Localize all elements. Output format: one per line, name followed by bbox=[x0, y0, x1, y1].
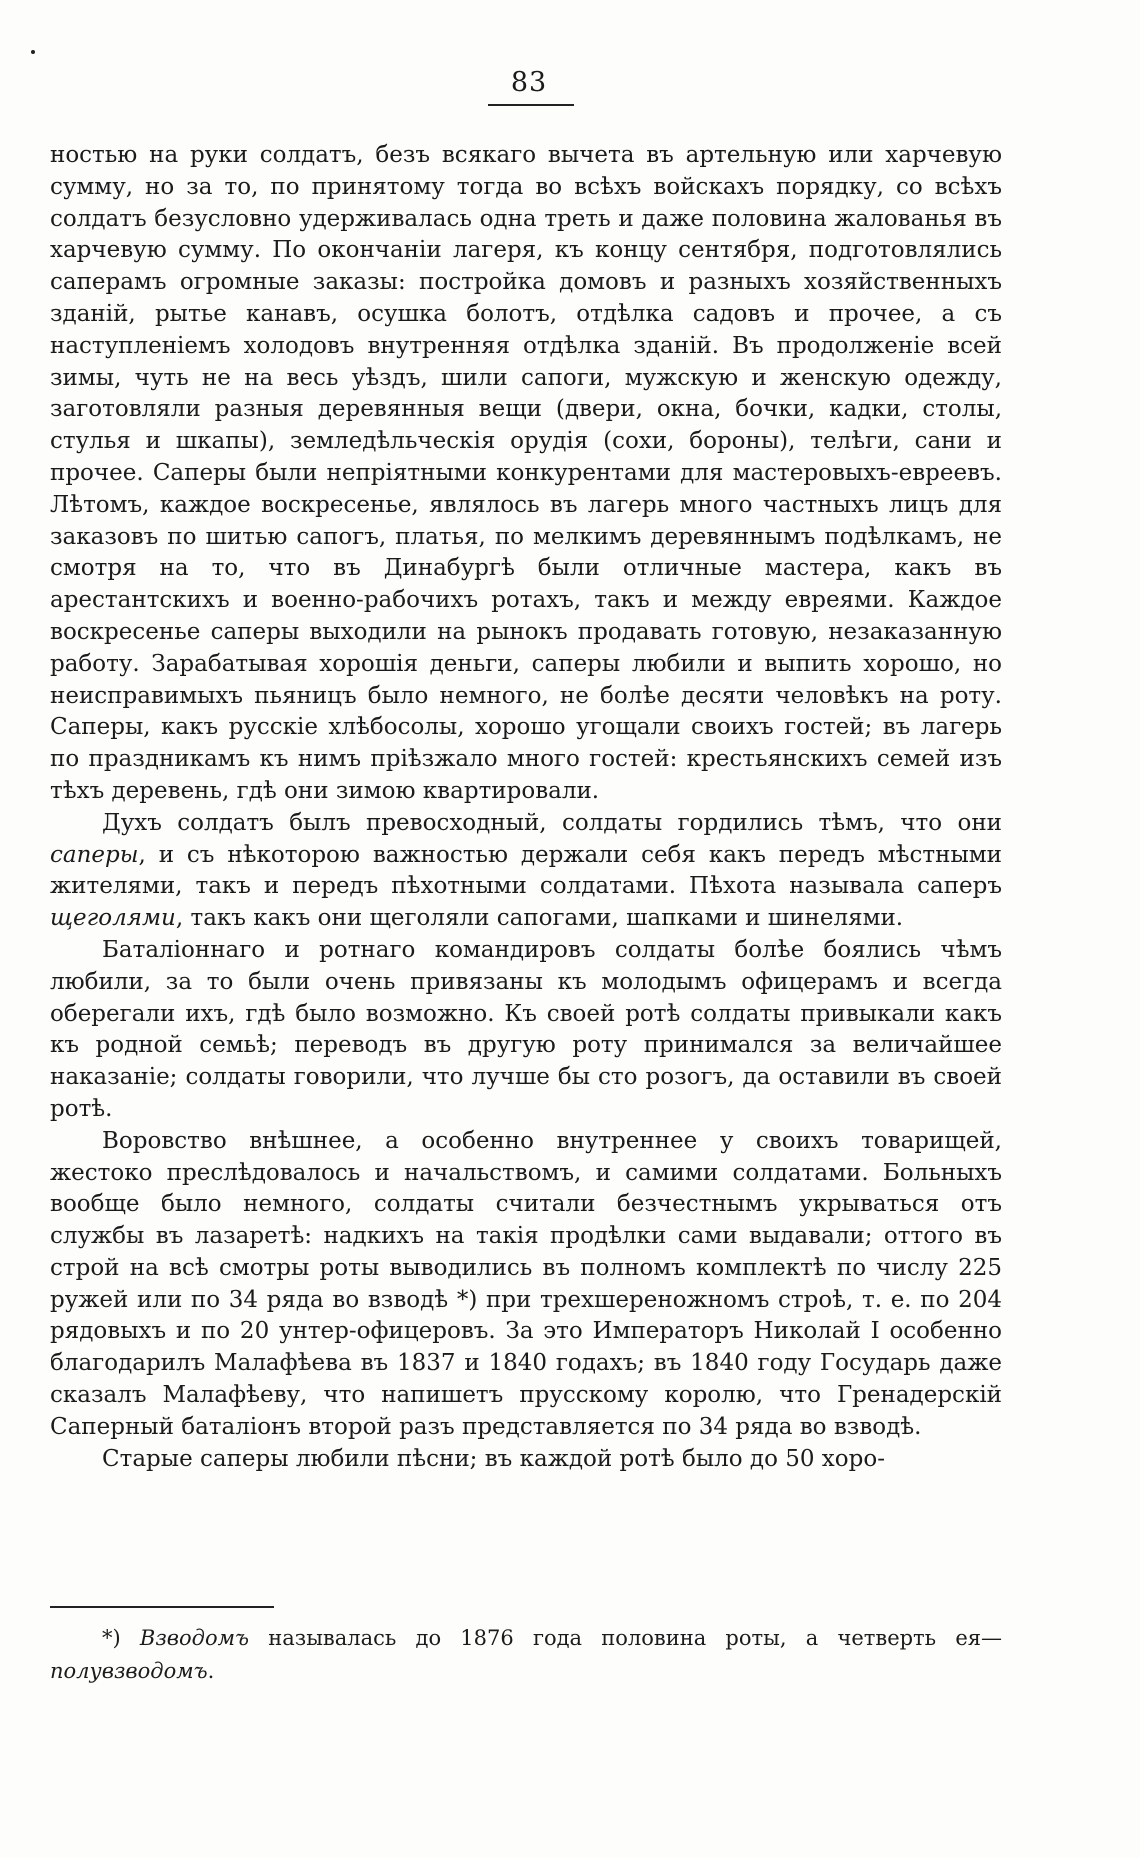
footnote-rule bbox=[50, 1606, 274, 1608]
footnote-marker: *) bbox=[102, 1626, 121, 1650]
paragraph-text: , такъ какъ они щеголяли сапогами, шапками и шинелями. bbox=[175, 905, 904, 932]
ink-speck bbox=[31, 50, 35, 54]
paragraph-theft: Воровство внѣшнее, а особенно внутреннее у своихъ товарищей, жестоко преслѣдовалось и начальствомъ, и самими солдатами. Больныхъ вообще было немного, солдаты считали безчестнымъ укрываться отъ службы въ лазаретѣ: надкихъ на такія продѣлки сами выдавали; оттого въ строй на всѣ смотры роты выводились въ полномъ комплектѣ по числу 225 ружей или по 34 ряда во взводѣ *) при трехшереножномъ строѣ, т. е. по 204 рядовыхъ и по 20 унтер-офицеровъ. За это Императоръ Николай I особенно благодарилъ Малафѣева въ 1837 и 1840 годахъ; въ 1840 году Государь даже сказалъ Малафѣеву, что напишетъ прусскому королю, что Гренадерскій Саперный баталіонъ второй разъ представляется по 34 ряда во взводѣ. bbox=[50, 1127, 1002, 1440]
page-number: 83 bbox=[510, 67, 548, 98]
footnote bbox=[50, 1622, 1002, 1688]
page-number-underline bbox=[488, 104, 574, 106]
footnote-term: Взводомъ bbox=[139, 1626, 250, 1650]
body-text bbox=[50, 140, 1002, 1475]
footnote-text: называлась до 1876 года половина роты, а четверть ея— bbox=[249, 1626, 1002, 1650]
footnote-term-2: полувзводомъ bbox=[50, 1659, 208, 1683]
paragraph-songs: Старые саперы любили пѣсни; въ каждой ротѣ было до 50 хоро- bbox=[102, 1445, 885, 1472]
emphasis-shchegolyami: щеголями bbox=[50, 905, 176, 932]
paragraph-text: , и съ нѣкоторою важностью держали себя какъ передъ мѣстными жителями, такъ и передъ пѣхотными солдатами. Пѣхота называла саперъ bbox=[50, 841, 1002, 900]
footnote-end: . bbox=[207, 1659, 215, 1683]
paragraph-text: Духъ солдатъ былъ превосходный, солдаты гордились тѣмъ, что они bbox=[102, 809, 1002, 836]
emphasis-sapery: саперы bbox=[50, 841, 139, 868]
paragraph-commanders: Баталіоннаго и ротнаго командировъ солдаты болѣе боялись чѣмъ любили, за то были очень привязаны къ молодымъ офицерамъ и всегда оберегали ихъ, гдѣ было возможно. Къ своей ротѣ солдаты привыкали какъ къ родной семьѣ; переводъ въ другую роту принимался за величайшее наказаніе; солдаты говорили, что лучше бы сто розогъ, да оставили въ своей ротѣ. bbox=[50, 936, 1002, 1122]
paragraph-spirit bbox=[50, 808, 1002, 935]
paragraph-continued: ностью на руки солдатъ, безъ всякаго вычета въ артельную или харчевую сумму, но за то, по принятому тогда во всѣхъ войскахъ порядку, со всѣхъ солдатъ безусловно удерживалась одна треть и даже половина жалованья въ харчевую сумму. По окончаніи лагеря, къ концу сентября, подготовлялись саперамъ огромные заказы: постройка домовъ и разныхъ хозяйственныхъ зданій, рытье канавъ, осушка болотъ, отдѣлка садовъ и прочее, а съ наступленіемъ холодовъ внутренняя отдѣлка зданій. Въ продолженіе всей зимы, чуть не на весь уѣздъ, шили сапоги, мужскую и женскую одежду, заготовляли разныя деревянныя вещи (двери, окна, бочки, кадки, столы, стулья и шкапы), земледѣльческія орудія (сохи, бороны), телѣги, сани и прочее. Саперы были непріятными конкурентами для мастеровыхъ-евреевъ. Лѣтомъ, каждое воскресенье, являлось въ лагерь много частныхъ лицъ для заказовъ по шитью сапогъ, платья, по мелкимъ деревяннымъ подѣлкамъ, не смотря на то, что въ Динабургѣ были отличные мастера, какъ въ арестантскихъ и военно-рабочихъ ротахъ, такъ и между евреями. Каждое воскресенье саперы выходили на рынокъ продавать готовую, незаказанную работу. Зарабатывая хорошія деньги, саперы любили и выпить хорошо, но неисправимыхъ пьяницъ было немного, не болѣе десяти человѣкъ на роту. Саперы, какъ русскіе хлѣбосолы, хорошо угощали своихъ гостей; въ лагерь по праздникамъ къ нимъ пріѣзжало много гостей: крестьянскихъ семей изъ тѣхъ деревень, гдѣ они зимою квартировали. bbox=[50, 142, 1002, 804]
